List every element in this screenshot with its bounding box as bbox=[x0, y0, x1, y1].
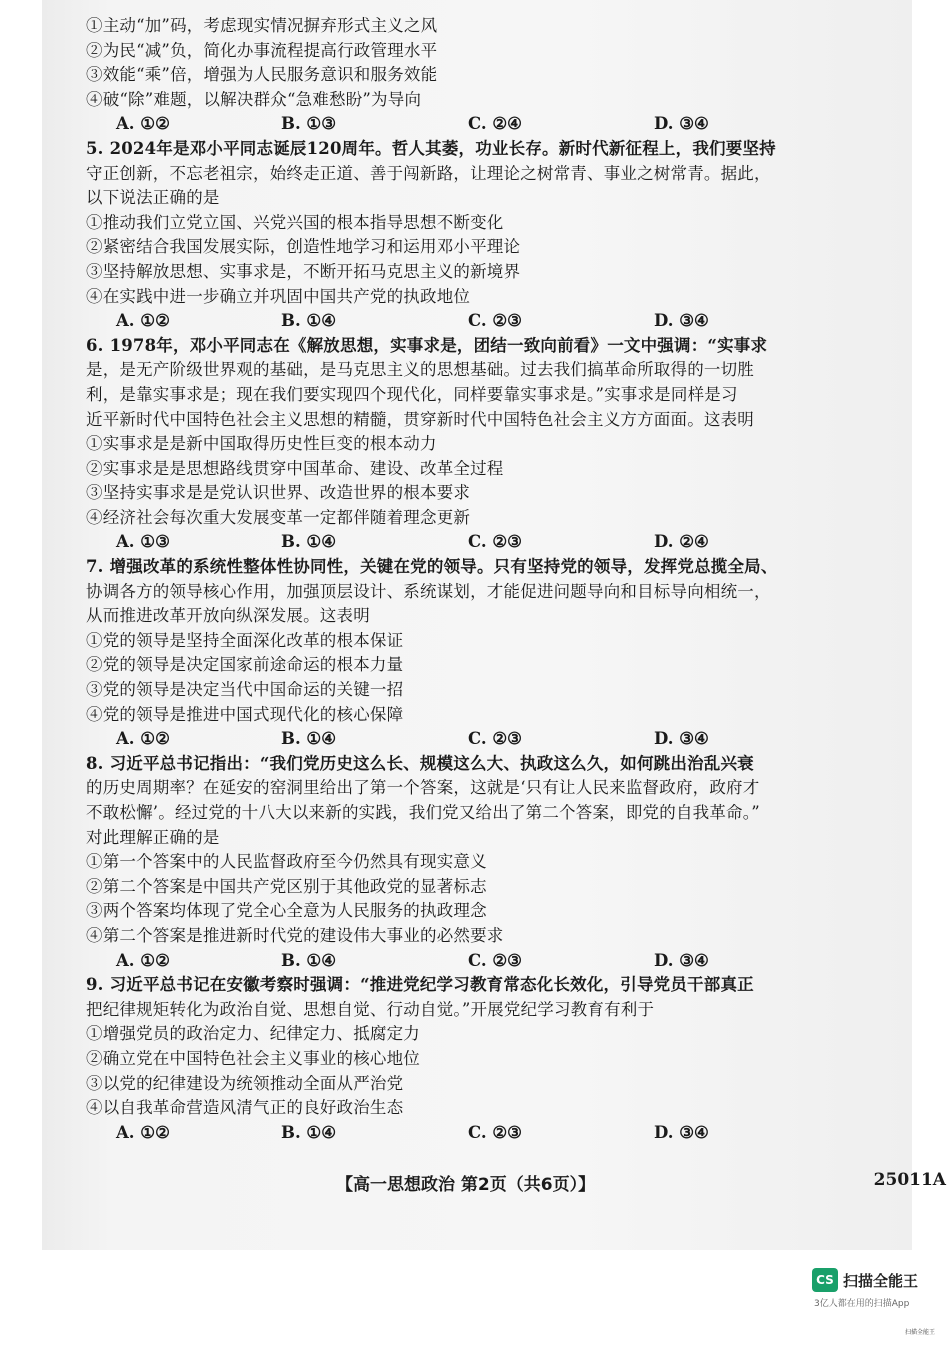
q4-statement-1: ①主动“加”码，考虑现实情况摒弃形式主义之风 bbox=[86, 16, 438, 35]
q7-stem-line: 从而推进改革开放向纵深发展。这表明 bbox=[86, 606, 370, 626]
q5-option-a: A. ①② bbox=[116, 311, 170, 331]
q9-stem-line: 9. 习近平总书记在安徽考察时强调：“推进党纪学习教育常态化长效化，引导党员干部真正 bbox=[86, 975, 754, 995]
q8-statement-2: ②第二个答案是中国共产党区别于其他政党的显著标志 bbox=[86, 876, 487, 896]
q4-option-c: C. ②④ bbox=[468, 114, 522, 134]
q4-statement-3: ③效能“乘”倍，增强为人民服务意识和服务效能 bbox=[86, 65, 438, 85]
q5-option-c: C. ②③ bbox=[468, 311, 522, 331]
footer-page-info: 【高一思想政治 第2页（共6页）】 bbox=[336, 1175, 596, 1195]
q4-options bbox=[86, 112, 876, 137]
q4-statement-2: ②为民“减”负，简化办事流程提高行政管理水平 bbox=[86, 40, 438, 60]
q5-statement-1: ①推动我们立党立国、兴党兴国的根本指导思想不断变化 bbox=[86, 212, 504, 232]
q8-stem-line: 对此理解正确的是 bbox=[86, 827, 220, 847]
q6-option-b: B. ①④ bbox=[281, 532, 337, 552]
q8-option-b: B. ①④ bbox=[281, 950, 337, 970]
q6-stem-line: 6. 1978年，邓小平同志在《解放思想，实事求是，团结一致向前看》一文中强调：“实事求 bbox=[86, 335, 768, 355]
watermark-tagline: 3亿人都在用的扫描App bbox=[814, 1299, 910, 1309]
scanner-watermark bbox=[812, 1268, 932, 1308]
q5-stem-line: 5. 2024年是邓小平同志诞辰120周年。哲人其萎，功业长存。新时代新征程上，我们要坚持 bbox=[86, 138, 776, 158]
q5-options bbox=[86, 309, 876, 334]
q6-statement-1: ①实事求是是新中国取得历史性巨变的根本动力 bbox=[86, 434, 437, 454]
q9-stem-line: 把纪律规矩转化为政治自觉、思想自觉、行动自觉。”开展党纪学习教育有利于 bbox=[86, 999, 655, 1019]
q5-stem-line: 以下说法正确的是 bbox=[86, 188, 220, 208]
q5-statement-3: ③坚持解放思想、实事求是，不断开拓马克思主义的新境界 bbox=[86, 261, 521, 281]
q6-stem-line: 利，是靠实事求是；现在我们要实现四个现代化，同样要靠实事求是。”实事求是同样是习 bbox=[86, 384, 738, 404]
q6-stem-line: 近平新时代中国特色社会主义思想的精髓，贯穿新时代中国特色社会主义方方面面。这表明 bbox=[86, 409, 754, 429]
q9-option-c: C. ②③ bbox=[468, 1122, 522, 1142]
q6-option-a: A. ①③ bbox=[116, 532, 170, 552]
q7-options bbox=[86, 727, 876, 752]
q6-option-c: C. ②③ bbox=[468, 532, 522, 552]
watermark-small-label: 扫描全能王 bbox=[905, 1329, 936, 1336]
q9-statement-1: ①增强党员的政治定力、纪律定力、抵腐定力 bbox=[86, 1024, 420, 1044]
q8-stem-line: 的历史周期率？在延安的窑洞里给出了第一个答案，这就是‘只有让人民来监督政府，政府才 bbox=[86, 778, 760, 798]
q7-statement-3: ③党的领导是决定当代中国命运的关键一招 bbox=[86, 680, 404, 700]
q8-statement-4: ④第二个答案是推进新时代党的建设伟大事业的必然要求 bbox=[86, 925, 504, 945]
q7-option-b: B. ①④ bbox=[281, 729, 337, 749]
q5-statement-4: ④在实践中进一步确立并巩固中国共产党的执政地位 bbox=[86, 286, 471, 306]
q4-option-d: D. ③④ bbox=[654, 114, 709, 134]
q8-options bbox=[86, 949, 876, 974]
q6-option-d: D. ②④ bbox=[654, 532, 709, 552]
q7-stem-line: 协调各方的领导核心作用，加强顶层设计、系统谋划，才能促进问题导向和目标导向相统一， bbox=[86, 581, 771, 601]
q8-option-d: D. ③④ bbox=[654, 950, 709, 970]
q4-option-a: A. ①② bbox=[116, 114, 170, 134]
q8-stem-line: 8. 习近平总书记指出：“我们党历史这么长、规模这么大、执政这么久，如何跳出治乱兴衰 bbox=[86, 753, 754, 773]
q5-option-d: D. ③④ bbox=[654, 311, 709, 331]
footer-exam-code: 25011A bbox=[873, 1170, 946, 1190]
q7-statement-1: ①党的领导是坚持全面深化改革的根本保证 bbox=[86, 630, 404, 650]
q4-option-b: B. ①③ bbox=[281, 114, 337, 134]
q9-statement-2: ②确立党在中国特色社会主义事业的核心地位 bbox=[86, 1048, 420, 1068]
q6-statement-4: ④经济社会每次重大发展变革一定都伴随着理念更新 bbox=[86, 507, 471, 527]
q9-option-a: A. ①② bbox=[116, 1122, 170, 1142]
camscanner-logo-icon: CS bbox=[812, 1268, 838, 1292]
q5-option-b: B. ①④ bbox=[281, 311, 337, 331]
q6-statement-3: ③坚持实事求是是党认识世界、改造世界的根本要求 bbox=[86, 483, 471, 503]
q8-statement-1: ①第一个答案中的人民监督政府至今仍然具有现实意义 bbox=[86, 852, 487, 872]
q5-stem-line: 守正创新，不忘老祖宗，始终走正道、善于闯新路，让理论之树常青、事业之树常青。据此， bbox=[86, 163, 771, 183]
watermark-app-name: 扫描全能王 bbox=[843, 1272, 919, 1290]
q8-option-a: A. ①② bbox=[116, 950, 170, 970]
q7-statement-2: ②党的领导是决定国家前途命运的根本力量 bbox=[86, 655, 404, 675]
q7-statement-4: ④党的领导是推进中国式现代化的核心保障 bbox=[86, 704, 404, 724]
q7-option-d: D. ③④ bbox=[654, 729, 709, 749]
q9-option-b: B. ①④ bbox=[281, 1122, 337, 1142]
q6-stem-line: 是，是无产阶级世界观的基础，是马克思主义的思想基础。过去我们搞革命所取得的一切胜 bbox=[86, 360, 754, 380]
q6-statement-2: ②实事求是是思想路线贯穿中国革命、建设、改革全过程 bbox=[86, 458, 504, 478]
q9-statement-4: ④以自我革命营造风清气正的良好政治生态 bbox=[86, 1098, 404, 1118]
q7-option-c: C. ②③ bbox=[468, 729, 522, 749]
q6-options bbox=[86, 530, 876, 555]
q4-statement-4: ④破“除”难题，以解决群众“急难愁盼”为导向 bbox=[86, 89, 422, 109]
q9-option-d: D. ③④ bbox=[654, 1122, 709, 1142]
q8-option-c: C. ②③ bbox=[468, 950, 522, 970]
q7-stem-line: 7. 增强改革的系统性整体性协同性，关键在党的领导。只有坚持党的领导，发挥党总揽全局、 bbox=[86, 557, 778, 577]
q7-option-a: A. ①② bbox=[116, 729, 170, 749]
q5-statement-2: ②紧密结合我国发展实际，创造性地学习和运用邓小平理论 bbox=[86, 237, 521, 257]
exam-content bbox=[86, 0, 876, 1145]
q8-statement-3: ③两个答案均体现了党全心全意为人民服务的执政理念 bbox=[86, 901, 487, 921]
page-footer bbox=[86, 1170, 950, 1196]
q9-statement-3: ③以党的纪律建设为统领推动全面从严治党 bbox=[86, 1073, 404, 1093]
q9-options bbox=[86, 1121, 876, 1146]
q8-stem-line: 不敢松懈’。经过党的十八大以来新的实践，我们党又给出了第二个答案，即党的自我革命。” bbox=[86, 803, 760, 822]
